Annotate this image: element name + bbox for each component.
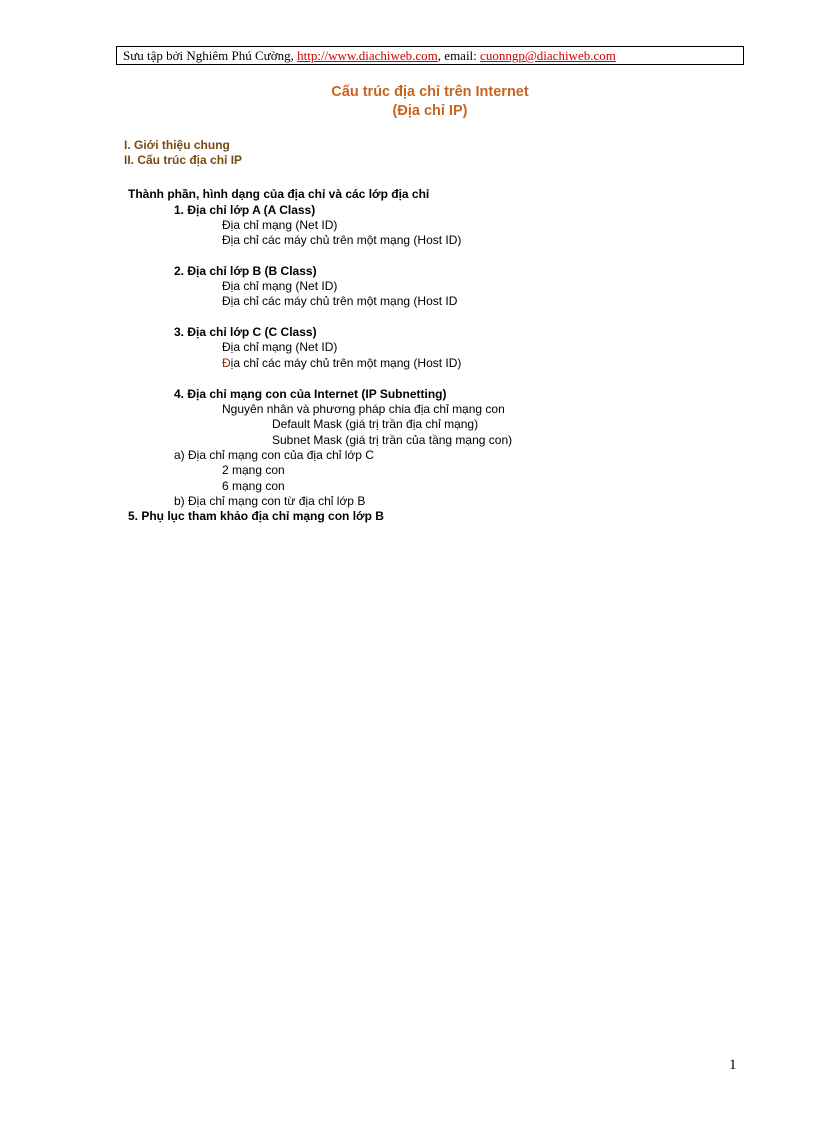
- subnet-class-c-2: 2 mạng con: [222, 463, 285, 477]
- class-c-net: Địa chỉ mạng (Net ID): [222, 340, 338, 354]
- section-intro: I. Giới thiệu chung: [124, 138, 230, 152]
- subnet-mask: Subnet Mask (giá trị trần của tầng mạng con): [272, 433, 513, 447]
- doc-title: Cấu trúc địa chỉ trên Internet: [331, 84, 529, 100]
- class-b-heading: 2. Địa chỉ lớp B (B Class): [174, 264, 317, 278]
- email-link[interactable]: cuonngp@diachiweb.com: [480, 48, 616, 63]
- class-b-net: Địa chỉ mạng (Net ID): [222, 279, 338, 293]
- subnet-class-c-6: 6 mạng con: [222, 479, 285, 493]
- class-a-net: Địa chỉ mạng (Net ID): [222, 218, 338, 232]
- default-mask: Default Mask (giá trị trần địa chỉ mạng): [272, 417, 479, 431]
- subnet-heading: 4. Địa chỉ mạng con của Internet (IP Subnetting): [174, 387, 447, 401]
- subnet-class-b: b) Địa chỉ mạng con từ địa chỉ lớp B: [174, 494, 366, 508]
- intro-heading: Thành phần, hình dạng của địa chỉ và các lớp địa chỉ: [128, 187, 430, 201]
- page-number: 1: [729, 1057, 737, 1073]
- class-c-heading: 3. Địa chỉ lớp C (C Class): [174, 325, 317, 339]
- class-a-host: Địa chỉ các máy chủ trên một mạng (Host ID): [222, 233, 462, 247]
- class-c-host: [222, 356, 461, 371]
- class-c-host-rest: ịa chỉ các máy chủ trên một mạng (Host ID): [230, 356, 462, 370]
- email-label: , email:: [437, 48, 481, 63]
- subnet-class-c: a) Địa chỉ mạng con của địa chỉ lớp C: [174, 448, 374, 462]
- header-prefix: Sưu tập bởi Nghiêm Phú Cường,: [123, 48, 298, 63]
- class-c-host-first-letter: Đ: [222, 356, 231, 370]
- doc-subtitle: (Địa chỉ IP): [392, 103, 468, 119]
- appendix-heading: 5. Phụ lục tham khảo địa chỉ mạng con lớp B: [128, 509, 384, 523]
- website-link[interactable]: http://www.diachiweb.com: [297, 48, 438, 63]
- class-b-host: Địa chỉ các máy chủ trên một mạng (Host ID: [222, 294, 458, 308]
- header-box: [116, 46, 744, 65]
- class-a-heading: 1. Địa chỉ lớp A (A Class): [174, 203, 316, 217]
- section-structure: II. Cấu trúc địa chỉ IP: [124, 153, 243, 167]
- subnet-reason: Nguyên nhân và phương pháp chia địa chỉ mạng con: [222, 402, 505, 416]
